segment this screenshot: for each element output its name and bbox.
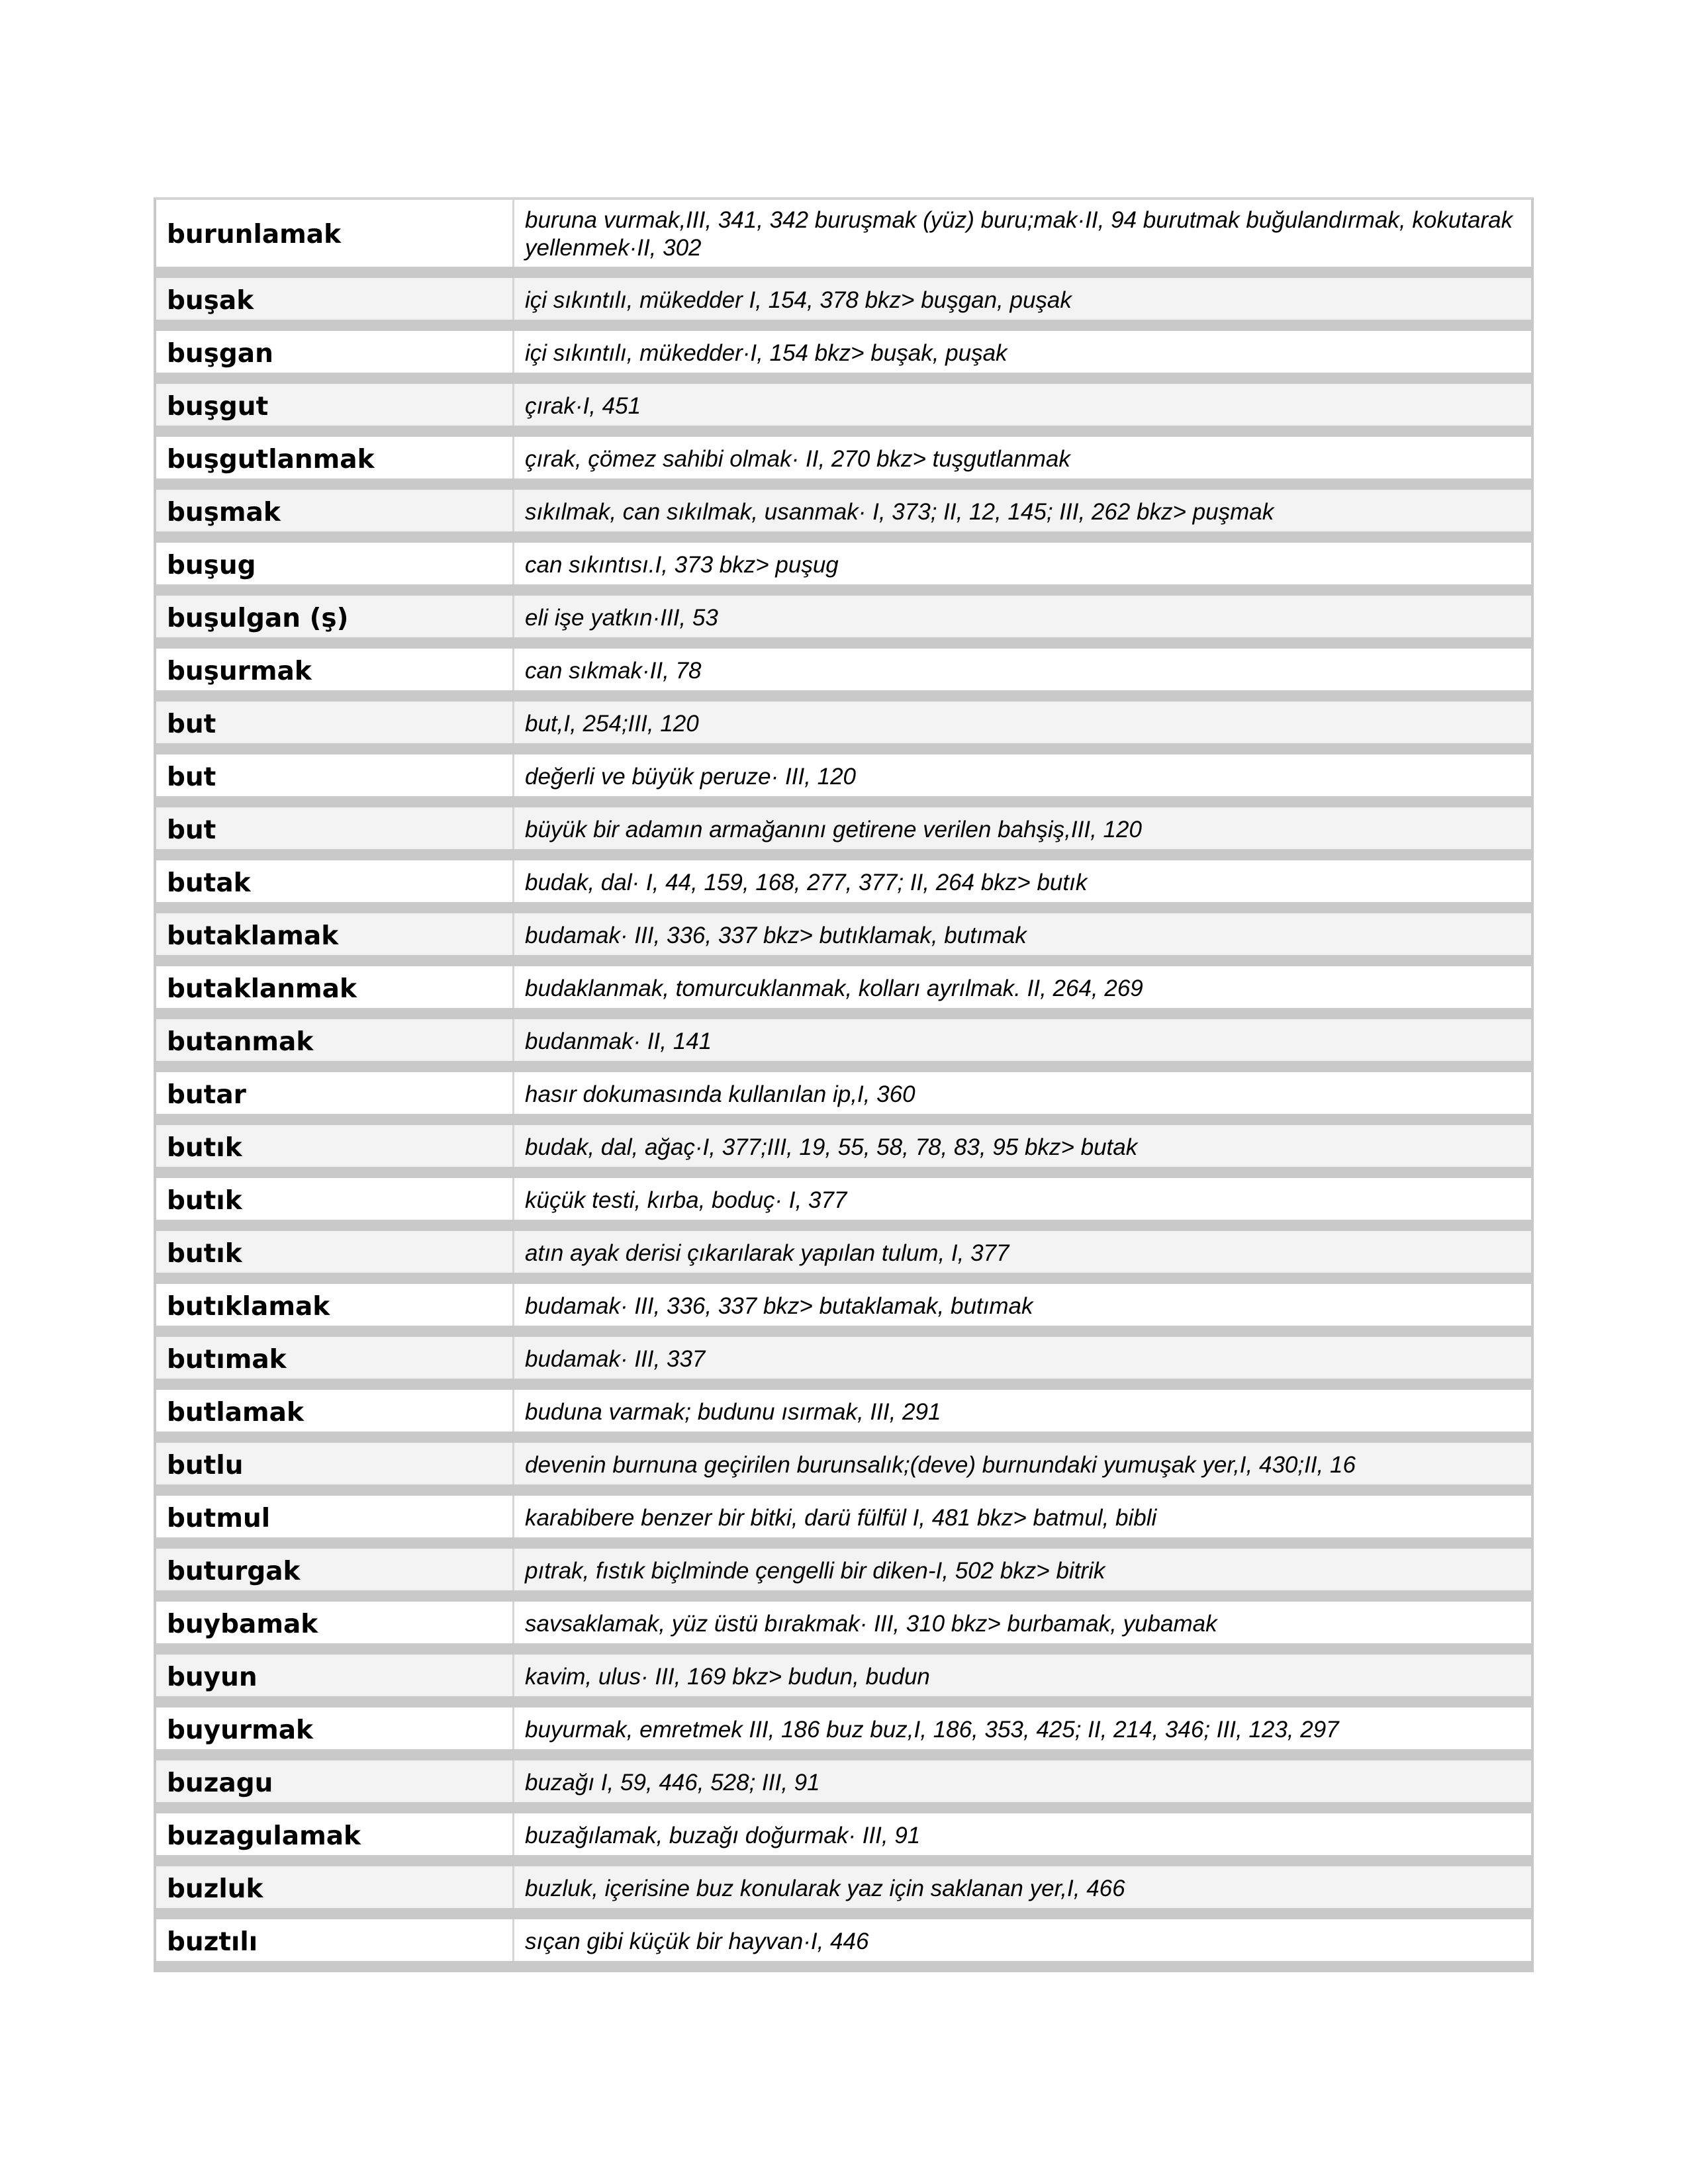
table-row: [156, 807, 1531, 860]
table-row: [156, 1072, 1531, 1125]
entry-definition: budamak· III, 336, 337 bkz> butıklamak, butımak: [525, 923, 1027, 948]
entry-definition: budak, dal· I, 44, 159, 168, 277, 377; II, 264 bkz> butık: [525, 870, 1088, 895]
entry-definition: içi sıkıntılı, mükedder·I, 154 bkz> buşak, puşak: [525, 340, 1008, 366]
entry-term: butanmak: [156, 1019, 514, 1061]
table-row: [156, 1390, 1531, 1443]
entry-definition: savsaklamak, yüz üstü bırakmak· III, 310 bkz> burbamak, yubamak: [525, 1611, 1217, 1637]
entry-term: butlu: [156, 1443, 514, 1484]
table-row: [156, 200, 1531, 278]
entry-term: buzagulamak: [156, 1813, 514, 1855]
entry-term: buzagu: [156, 1760, 514, 1802]
table-row: [156, 1707, 1531, 1760]
table-row: [156, 649, 1531, 702]
table-row: [156, 1125, 1531, 1178]
table-row: [156, 754, 1531, 807]
entry-term: buşmak: [156, 490, 514, 531]
entry-definition: can sıkıntısı.I, 373 bkz> puşug: [525, 552, 839, 578]
entry-term: buşak: [156, 278, 514, 320]
entry-term: buşug: [156, 543, 514, 584]
table-row: [156, 1655, 1531, 1707]
entry-term: butmul: [156, 1496, 514, 1537]
entry-term: butlamak: [156, 1390, 514, 1432]
entry-term: buşgut: [156, 384, 514, 426]
entry-term: buzluk: [156, 1866, 514, 1908]
entry-definition: değerli ve büyük peruze· III, 120: [525, 764, 857, 790]
entry-term: butıklamak: [156, 1284, 514, 1326]
entry-definition: hasır dokumasında kullanılan ip,I, 360: [525, 1081, 915, 1107]
entry-definition: budaklanmak, tomurcuklanmak, kolları ayrılmak. II, 264, 269: [525, 976, 1143, 1001]
table-row: [156, 702, 1531, 754]
entry-definition: çırak, çömez sahibi olmak· II, 270 bkz> tuşgutlanmak: [525, 446, 1070, 472]
entry-term: but: [156, 702, 514, 743]
entry-term: buybamak: [156, 1602, 514, 1643]
entry-term: buyurmak: [156, 1707, 514, 1749]
entry-definition: büyük bir adamın armağanını getirene verilen bahşiş,III, 120: [525, 817, 1142, 842]
entry-term: buztılı: [156, 1919, 514, 1961]
table-row: [156, 596, 1531, 649]
entry-term: buşgan: [156, 331, 514, 373]
entry-term: butaklamak: [156, 913, 514, 955]
table-row: [156, 384, 1531, 437]
table-row: [156, 543, 1531, 596]
entry-definition: budak, dal, ağaç·I, 377;III, 19, 55, 58, 78, 83, 95 bkz> butak: [525, 1134, 1138, 1160]
table-row: [156, 278, 1531, 331]
entry-definition: karabibere benzer bir bitki, darü fülfül I, 481 bkz> batmul, bibli: [525, 1505, 1157, 1531]
table-row: [156, 1337, 1531, 1390]
entry-definition: buyurmak, emretmek III, 186 buz buz,I, 186, 353, 425; II, 214, 346; III, 123, 297: [525, 1717, 1339, 1743]
table-row: [156, 1866, 1531, 1919]
entry-definition: budanmak· II, 141: [525, 1028, 712, 1054]
entry-term: burunlamak: [156, 200, 514, 267]
entry-definition: buzağı I, 59, 446, 528; III, 91: [525, 1770, 820, 1796]
entry-definition: atın ayak derisi çıkarılarak yapılan tulum, I, 377: [525, 1240, 1009, 1266]
entry-definition: but,I, 254;III, 120: [525, 711, 699, 737]
entry-term: buşgutlanmak: [156, 437, 514, 478]
entry-term: buşulgan (ş): [156, 596, 514, 637]
table-row: [156, 966, 1531, 1019]
entry-term: buturgak: [156, 1549, 514, 1590]
entry-definition: buzluk, içerisine buz konularak yaz için saklanan yer,I, 466: [525, 1876, 1125, 1901]
entry-term: butık: [156, 1125, 514, 1167]
entry-definition: buruna vurmak,III, 341, 342 buruşmak (yüz) buru;mak·II, 94 burutmak buğulandırmak, kokutarak yellenmek·II, 302: [525, 206, 1513, 261]
table-row: [156, 1231, 1531, 1284]
entry-term: butaklanmak: [156, 966, 514, 1008]
entry-term: butık: [156, 1231, 514, 1273]
entry-term: but: [156, 754, 514, 796]
entry-definition: kavim, ulus· III, 169 bkz> budun, budun: [525, 1664, 930, 1690]
entry-definition: can sıkmak·II, 78: [525, 658, 702, 684]
entry-definition: budamak· III, 336, 337 bkz> butaklamak, butımak: [525, 1293, 1033, 1319]
entry-definition: budamak· III, 337: [525, 1346, 706, 1372]
entry-definition: küçük testi, kırba, boduç· I, 377: [525, 1187, 847, 1213]
table-row: [156, 1813, 1531, 1866]
entry-term: but: [156, 807, 514, 849]
table-row: [156, 913, 1531, 966]
table-row: [156, 437, 1531, 490]
table-row: [156, 490, 1531, 543]
table-row: [156, 331, 1531, 384]
entry-term: butık: [156, 1178, 514, 1220]
entry-definition: sıçan gibi küçük bir hayvan·I, 446: [525, 1929, 869, 1954]
entry-definition: pıtrak, fıstık biçlminde çengelli bir diken-I, 502 bkz> bitrik: [525, 1558, 1105, 1584]
table-row: [156, 1443, 1531, 1496]
entry-term: buşurmak: [156, 649, 514, 690]
table-row: [156, 1496, 1531, 1549]
entry-definition: buduna varmak; budunu ısırmak, III, 291: [525, 1399, 941, 1425]
table-row: [156, 1178, 1531, 1231]
entry-definition: eli işe yatkın·III, 53: [525, 605, 718, 631]
table-row: [156, 1919, 1531, 1972]
entry-term: butımak: [156, 1337, 514, 1379]
entry-term: butar: [156, 1072, 514, 1114]
entry-term: butak: [156, 860, 514, 902]
dictionary-table: [154, 197, 1534, 1972]
entry-definition: sıkılmak, can sıkılmak, usanmak· I, 373; II, 12, 145; III, 262 bkz> puşmak: [525, 499, 1274, 525]
entry-term: buyun: [156, 1655, 514, 1696]
table-row: [156, 1549, 1531, 1602]
table-row: [156, 1284, 1531, 1337]
entry-definition: içi sıkıntılı, mükedder I, 154, 378 bkz> buşgan, puşak: [525, 287, 1072, 313]
entry-definition: devenin burnuna geçirilen burunsalık;(deve) burnundaki yumuşak yer,I, 430;II, 16: [525, 1452, 1356, 1478]
table-row: [156, 1602, 1531, 1655]
entry-definition: buzağılamak, buzağı doğurmak· III, 91: [525, 1823, 921, 1848]
table-row: [156, 1760, 1531, 1813]
table-row: [156, 860, 1531, 913]
table-row: [156, 1019, 1531, 1072]
entry-definition: çırak·I, 451: [525, 393, 641, 419]
